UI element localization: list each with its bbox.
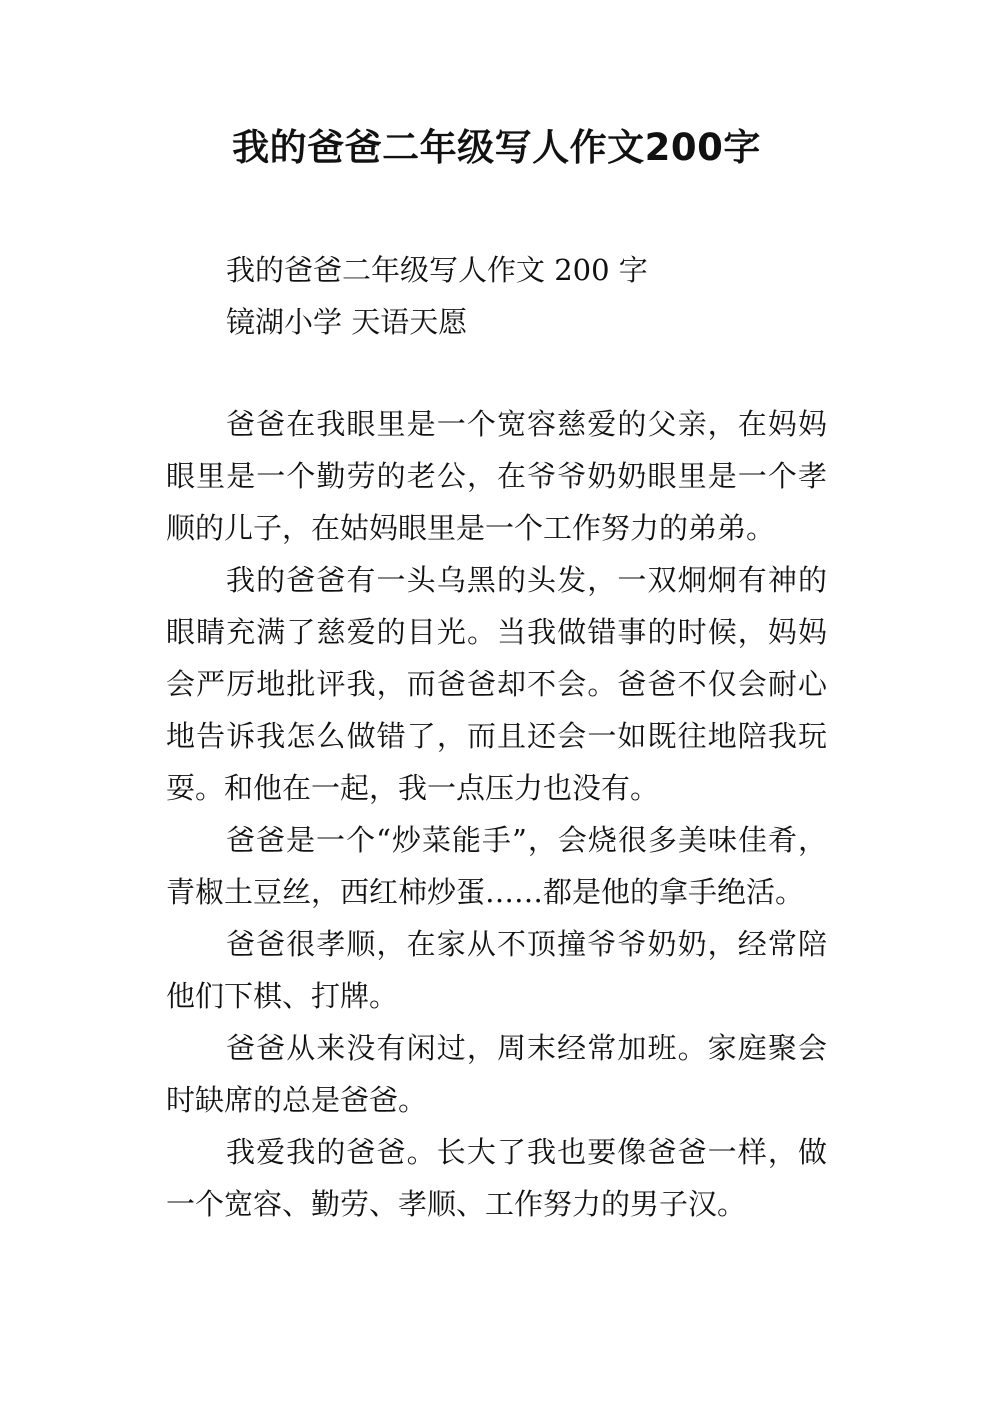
document-title: 我的爸爸二年级写人作文200字 [232,126,761,169]
document-subtitle: 我的爸爸二年级写人作文 200 字 [226,253,648,287]
document-header [226,244,648,348]
paragraph-4: 爸爸很孝顺，在家从不顶撞爷爷奶奶，经常陪他们下棋、打牌。 [166,927,827,1013]
paragraph-3: 爸爸是一个“炒菜能手”，会烧很多美味佳肴，青椒土豆丝，西红柿炒蛋……都是他的拿手绝活。 [166,823,827,909]
paragraph-2: 我的爸爸有一头乌黑的头发，一双炯炯有神的眼睛充满了慈爱的目光。当我做错事的时候，妈妈会严厉地批评我，而爸爸却不会。爸爸不仅会耐心地告诉我怎么做错了，而且还会一如既往地陪我玩耍。和他在一起，我一点压力也没有。 [166,563,827,805]
paragraph-6: 我爱我的爸爸。长大了我也要像爸爸一样，做一个宽容、勤劳、孝顺、工作努力的男子汉。 [166,1135,827,1221]
author-line: 镜湖小学 天语天愿 [226,305,468,339]
paragraph-1: 爸爸在我眼里是一个宽容慈爱的父亲，在妈妈眼里是一个勤劳的老公，在爷爷奶奶眼里是一个孝顺的儿子，在姑妈眼里是一个工作努力的弟弟。 [166,407,827,545]
paragraph-5: 爸爸从来没有闲过，周末经常加班。家庭聚会时缺席的总是爸爸。 [166,1031,827,1117]
document-body [166,398,827,1230]
